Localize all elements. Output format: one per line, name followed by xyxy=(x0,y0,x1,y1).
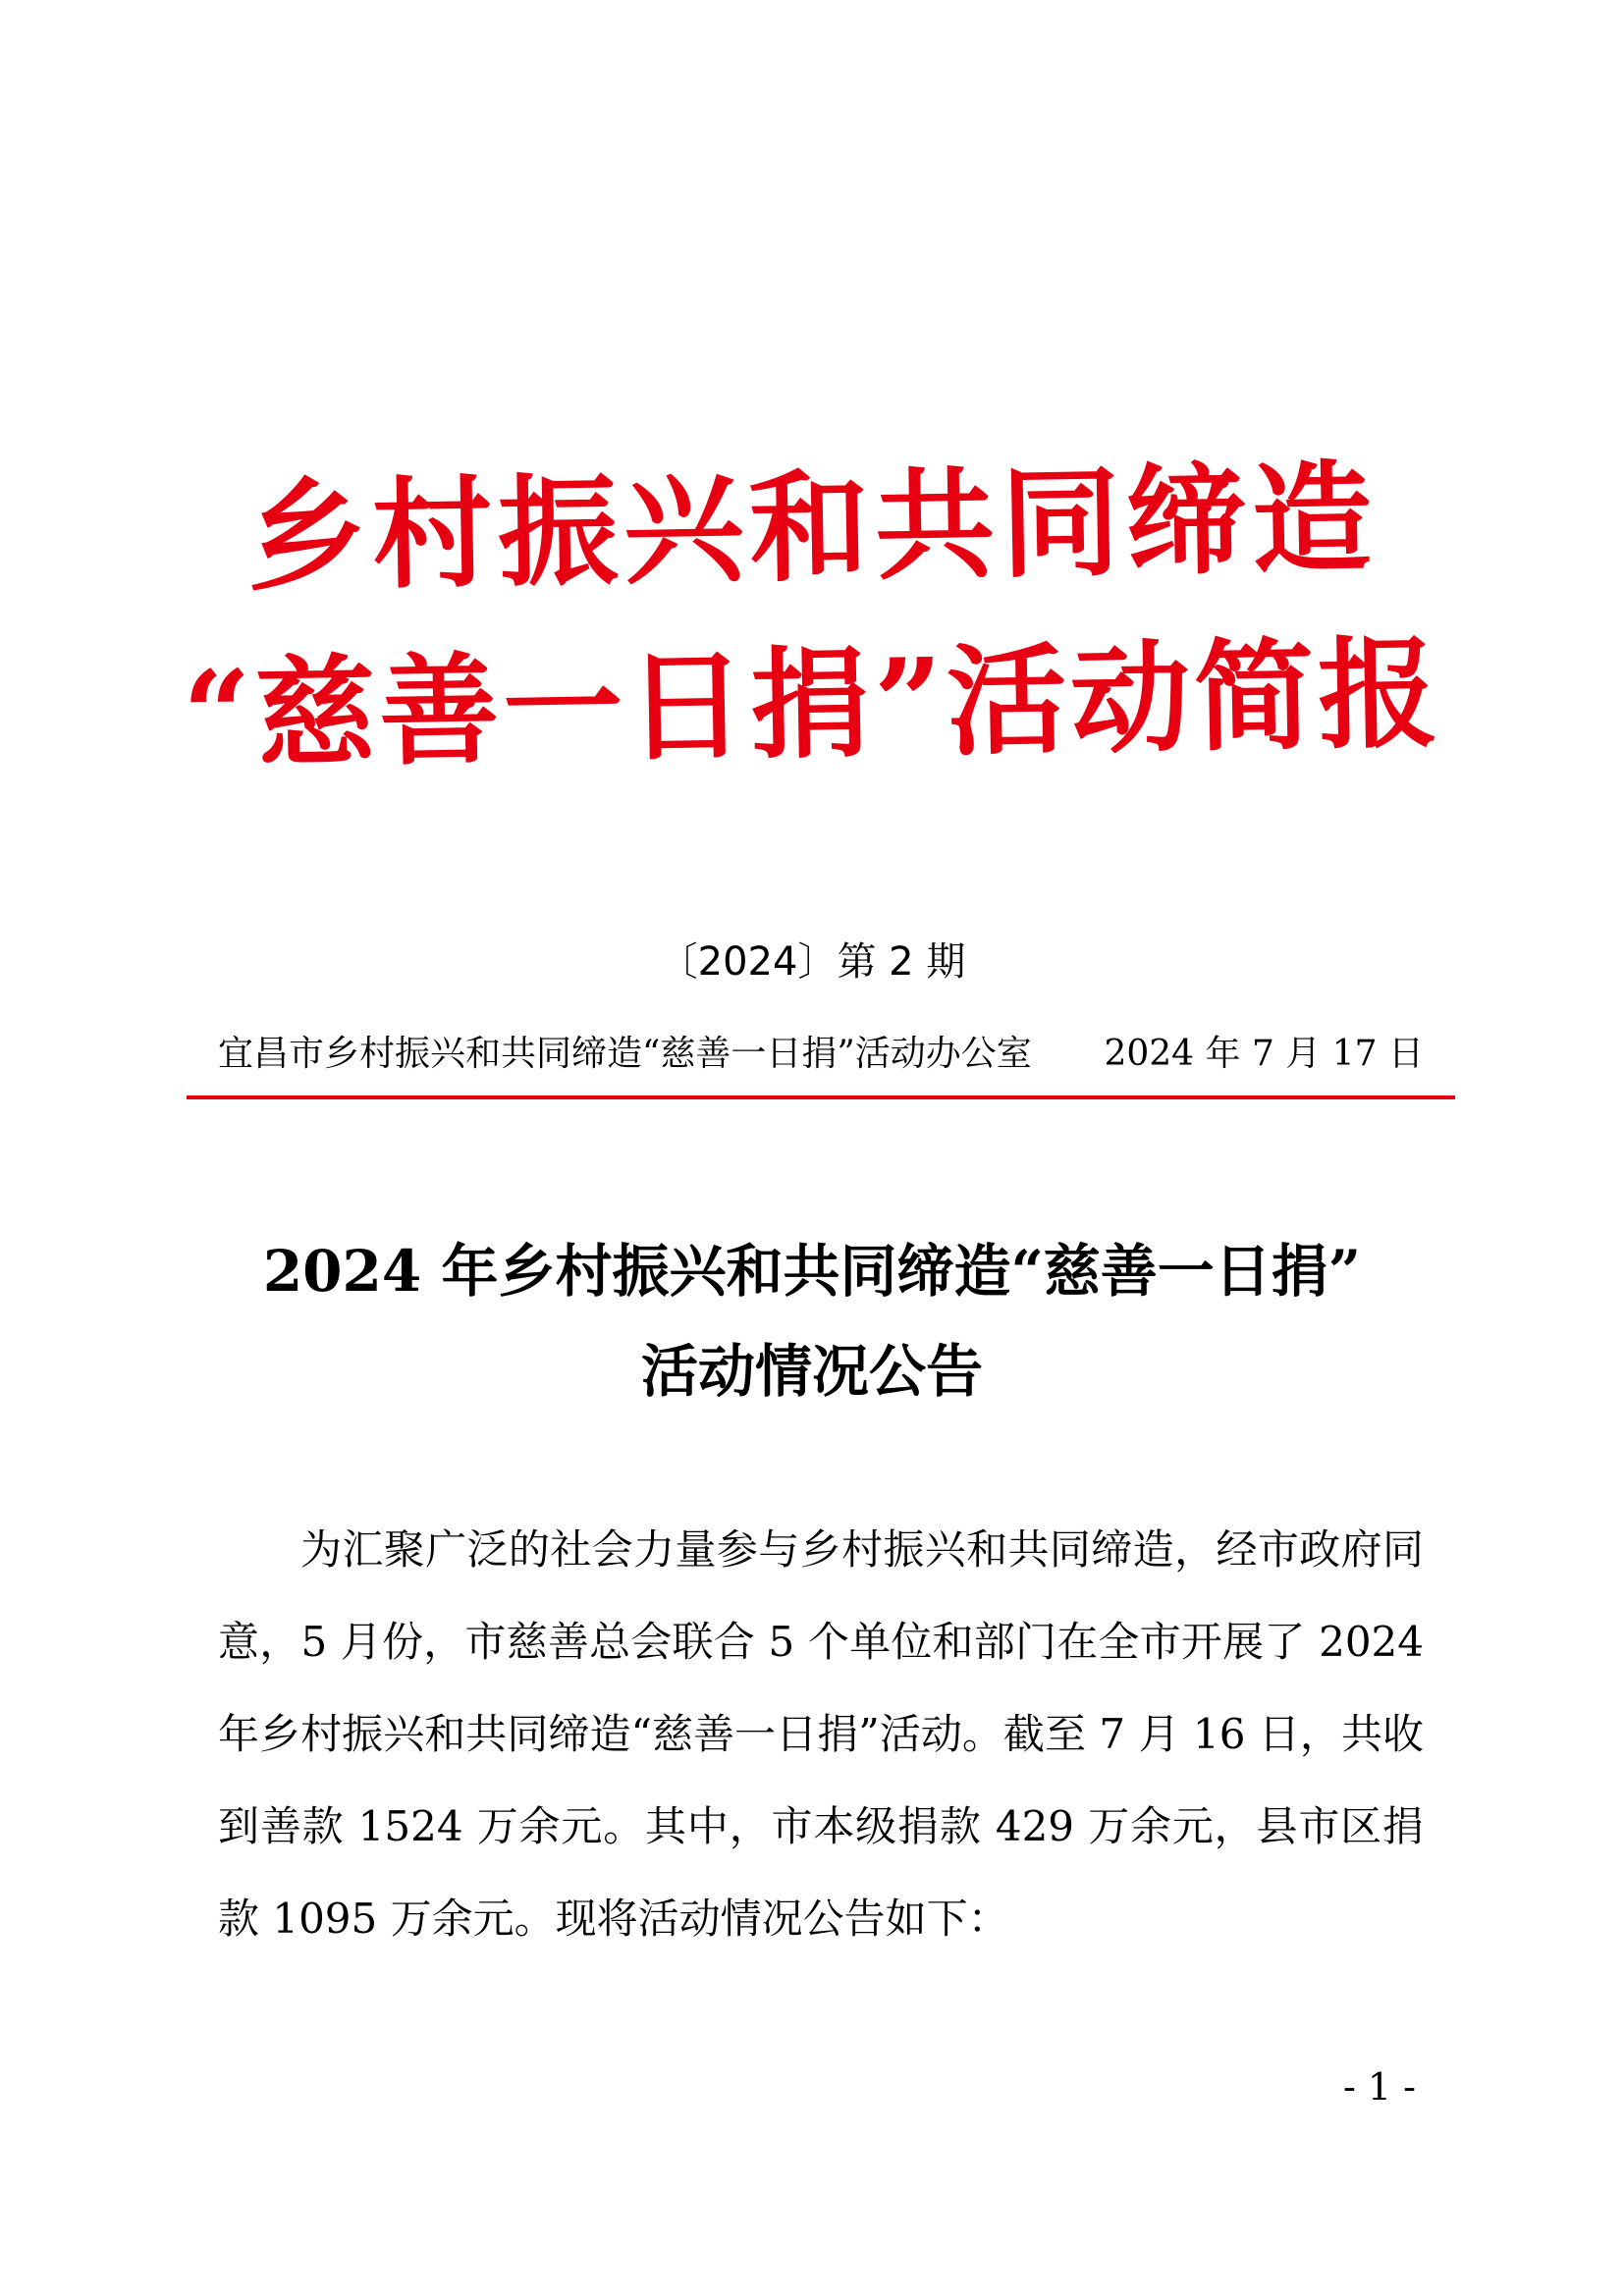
issuing-office: 宜昌市乡村振兴和共同缔造“慈善一日捐”活动办公室 xyxy=(218,1034,1032,1074)
document-title-line1: 2024 年乡村振兴和共同缔造“慈善一日捐” xyxy=(262,1238,1362,1305)
document-title-line2: 活动情况公告 xyxy=(640,1338,983,1405)
red-divider-line xyxy=(187,1095,1455,1099)
issue-date: 2024 年 7 月 17 日 xyxy=(1104,1034,1424,1074)
masthead-title-line2: “慈善一日捐”活动简报 xyxy=(181,621,1443,786)
issuer-row xyxy=(218,1026,1424,1081)
issue-number: 〔2024〕第 2 期 xyxy=(658,939,966,985)
masthead-title-line1: 乡村振兴和共同缔造 xyxy=(244,446,1380,609)
body-paragraph: 为汇聚广泛的社会力量参与乡村振兴和共同缔造，经市政府同意，5 月份，市慈善总会联合 5 个单位和部门在全市开展了 2024 年乡村振兴和共同缔造“慈善一日捐”活动。截至 7 月 16 日，共收到善款 1524 万余元。其中，市本级捐款 429 万余元，县市区捐款 1095 万余元。现将活动情况公告如下： xyxy=(218,1525,1424,1943)
page-number: - 1 - xyxy=(1342,2065,1416,2109)
